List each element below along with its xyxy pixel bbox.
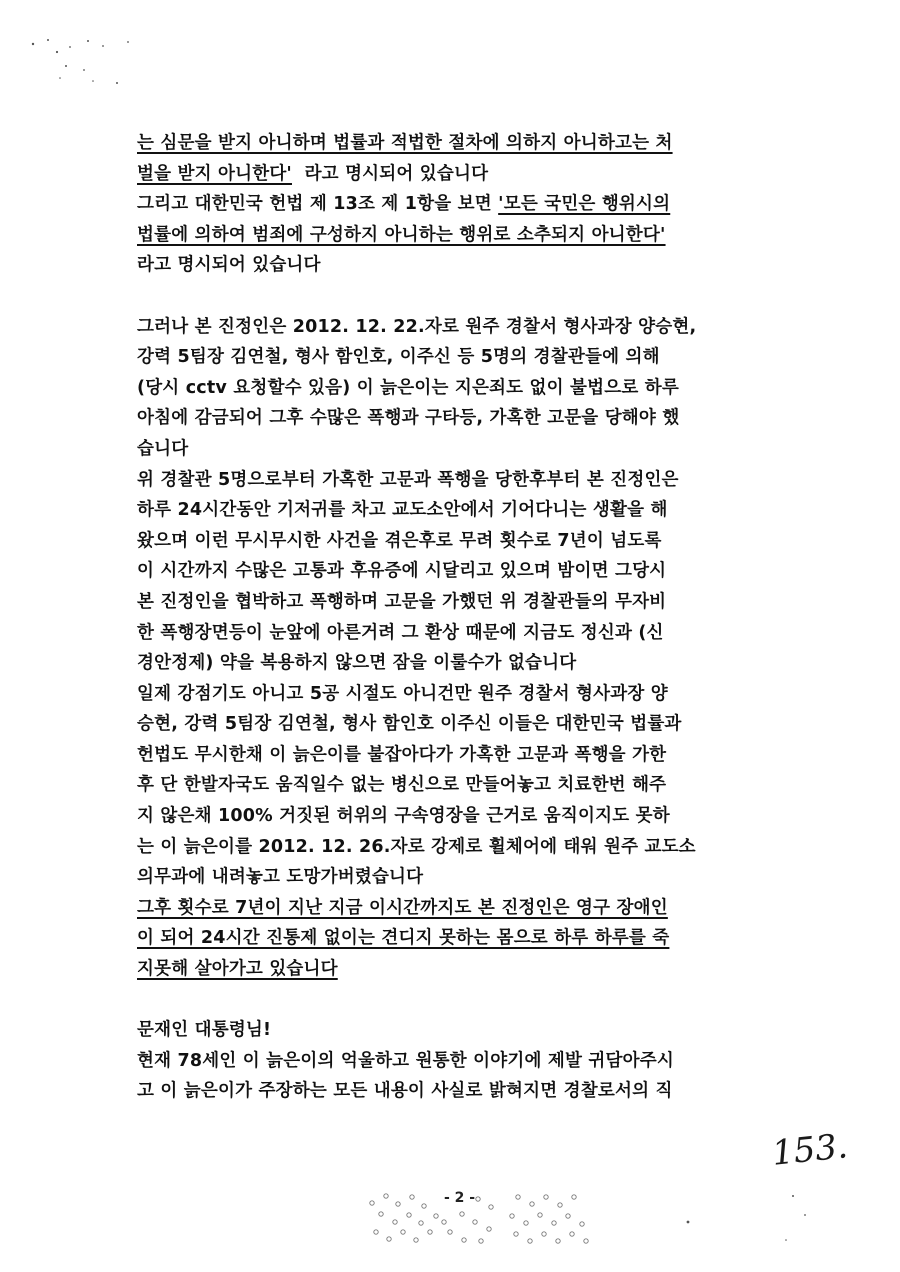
underlined-text: 는 심문을 받지 아니하며 법률과 적법한 절차에 의하지 아니하고는 처 xyxy=(137,133,673,153)
paragraph-gap xyxy=(137,985,787,1016)
text-line xyxy=(137,159,787,190)
text-segment: 승현, 강력 5팀장 김연철, 형사 함인호 이주신 이들은 대한민국 법률과 xyxy=(137,714,682,735)
text-line xyxy=(137,740,787,771)
text-line xyxy=(137,312,787,343)
text-segment: 본 진정인을 협박하고 폭행하며 고문을 가했던 위 경찰관들의 무자비 xyxy=(137,591,667,612)
text-segment: 지 않은채 100% 거짓된 허위의 구속영장을 근거로 움직이지도 못하 xyxy=(137,806,670,827)
text-line xyxy=(137,1076,787,1107)
text-line xyxy=(137,220,787,251)
text-segment: 현재 78세인 이 늙은이의 억울하고 원통한 이야기에 제발 귀담아주시 xyxy=(137,1050,674,1071)
text-line xyxy=(137,342,787,373)
underlined-text: 법률에 의하여 범죄에 구성하지 아니하는 행위로 소추되지 아니한다' xyxy=(137,224,666,245)
text-segment: 후 단 한발자국도 움직일수 없는 병신으로 만들어놓고 치료한번 해주 xyxy=(137,775,667,796)
text-segment: 이 시간까지 수많은 고통과 후유증에 시달리고 있으며 밤이면 그당시 xyxy=(137,561,667,582)
text-segment: 헌법도 무시한채 이 늙은이를 불잡아다가 가혹한 고문과 폭행을 가한 xyxy=(137,744,667,765)
underlined-text: '모든 국민은 행위시의 xyxy=(498,194,671,215)
text-segment: 의무과에 내려놓고 도망가버렸습니다 xyxy=(137,867,424,888)
text-line xyxy=(137,862,787,893)
text-segment: (당시 cctv 요청할수 있음) 이 늙은이는 지은죄도 없이 불법으로 하루 xyxy=(137,377,679,398)
text-segment: 위 경찰관 5명으로부터 가혹한 고문과 폭행을 당한후부터 본 진정인은 xyxy=(137,469,679,490)
text-line xyxy=(137,679,787,710)
page-number: - 2 - xyxy=(444,1190,476,1206)
text-line xyxy=(137,893,787,924)
text-segment: 습니다 xyxy=(137,438,189,459)
paragraph-gap xyxy=(137,281,787,312)
document-body xyxy=(137,128,787,1107)
text-line xyxy=(137,250,787,281)
text-segment: 아침에 감금되어 그후 수많은 폭행과 구타등, 가혹한 고문을 당해야 했 xyxy=(137,408,680,429)
text-segment: 그러나 본 진정인은 2012. 12. 22.자로 원주 경찰서 형사과장 양승현, xyxy=(137,316,697,337)
text-segment: 하루 24시간동안 기저귀를 차고 교도소안에서 기어다니는 생활을 해 xyxy=(137,500,668,521)
text-segment: 일제 강점기도 아니고 5공 시절도 아니건만 원주 경찰서 형사과장 양 xyxy=(137,683,668,704)
text-segment: 한 폭행장면등이 눈앞에 아른거려 그 환상 때문에 지금도 정신과 (신 xyxy=(137,622,664,643)
text-line xyxy=(137,618,787,649)
underlined-text: 그후 횟수로 7년이 지난 지금 이시간까지도 본 진정인은 영구 장애인 xyxy=(137,897,668,918)
text-segment: 는 이 늙은이를 2012. 12. 26.자로 강제로 휠체어에 태워 원주 교도소 xyxy=(137,836,696,857)
text-segment: 문재인 대통령님! xyxy=(137,1020,272,1041)
text-line xyxy=(137,648,787,679)
text-segment: 라고 명시되어 있습니다 xyxy=(137,255,321,276)
text-line xyxy=(137,1046,787,1077)
text-line xyxy=(137,801,787,832)
text-line xyxy=(137,923,787,954)
text-segment: 고 이 늙은이가 주장하는 모든 내용이 사실로 밝혀지면 경찰로서의 직 xyxy=(137,1081,673,1102)
text-segment: 경안정제) 약을 복용하지 않으면 잠을 이룰수가 없습니다 xyxy=(137,653,577,674)
text-line xyxy=(137,709,787,740)
text-segment: 라고 명시되어 있습니다 xyxy=(291,163,489,184)
underlined-text: 벌을 받지 아니한다' xyxy=(137,163,292,184)
text-line xyxy=(137,495,787,526)
text-line xyxy=(137,832,787,863)
handwritten-page-count: 153. xyxy=(770,1126,850,1174)
text-line xyxy=(137,128,787,159)
text-line xyxy=(137,556,787,587)
text-line xyxy=(137,526,787,557)
underlined-text: 지못해 살아가고 있습니다 xyxy=(137,959,338,980)
text-line xyxy=(137,189,787,220)
text-line xyxy=(137,770,787,801)
text-line xyxy=(137,954,787,985)
text-line xyxy=(137,587,787,618)
text-line xyxy=(137,373,787,404)
text-segment: 강력 5팀장 김연철, 형사 함인호, 이주신 등 5명의 경찰관들에 의해 xyxy=(137,347,660,368)
text-segment: 왔으며 이런 무시무시한 사건을 겪은후로 무려 횟수로 7년이 넘도록 xyxy=(137,530,662,551)
underlined-text: 이 되어 24시간 진통제 없이는 견디지 못하는 몸으로 하루 하루를 죽 xyxy=(137,928,670,949)
text-line xyxy=(137,403,787,434)
paragraph xyxy=(137,312,787,985)
text-line xyxy=(137,434,787,465)
text-line xyxy=(137,465,787,496)
text-segment: 그리고 대한민국 헌법 제 13조 제 1항을 보면 xyxy=(137,194,499,215)
paragraph xyxy=(137,1015,787,1107)
paragraph xyxy=(137,128,787,281)
text-line xyxy=(137,1015,787,1046)
